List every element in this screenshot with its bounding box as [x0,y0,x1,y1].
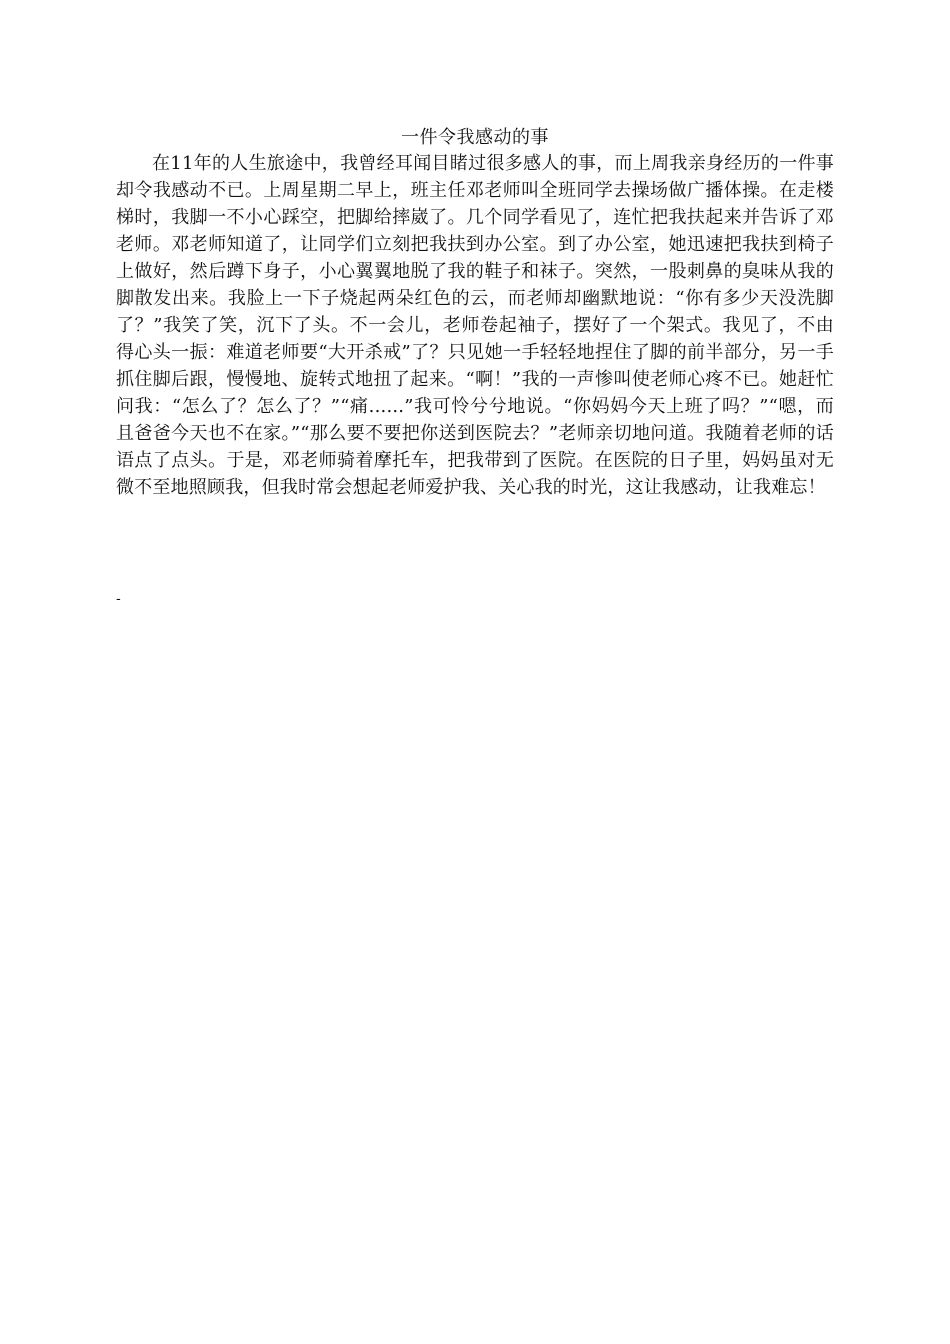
document-title: 一件令我感动的事 [401,127,549,148]
trailing-mark: - [116,591,121,607]
body-paragraph: 在11年的人生旅途中，我曾经耳闻目睹过很多感人的事，而上周我亲身经历的一件事却令我感动不已。上周星期二早上，班主任邓老师叫全班同学去操场做广播体操。在走楼梯时，我脚一不小心踩空，把脚给摔崴了。几个同学看见了，连忙把我扶起来并告诉了邓老师。邓老师知道了，让同学们立刻把我扶到办公室。到了办公室，她迅速把我扶到椅子上做好，然后蹲下身子，小心翼翼地脱了我的鞋子和袜子。突然，一股刺鼻的臭味从我的脚散发出来。我脸上一下子烧起两朵红色的云，而老师却幽默地说：“你有多少天没洗脚了？”我笑了笑，沉下了头。不一会儿，老师卷起袖子，摆好了一个架式。我见了，不由得心头一振：难道老师要“大开杀戒”了？只见她一手轻轻地捏住了脚的前半部分，另一手抓住脚后跟，慢慢地、旋转式地扭了起来。“啊！”我的一声惨叫使老师心疼不已。她赶忙问我：“怎么了？怎么了？”“痛......”我可怜兮兮地说。“你妈妈今天上班了吗？”“嗯，而且爸爸今天也不在家。”“那么要不要把你送到医院去？”老师亲切地问道。我随着老师的话语点了点头。于是，邓老师骑着摩托车，把我带到了医院。在医院的日子里，妈妈虽对无微不至地照顾我，但我时常会想起老师爱护我、关心我的时光，这让我感动，让我难忘！ [116,153,834,498]
